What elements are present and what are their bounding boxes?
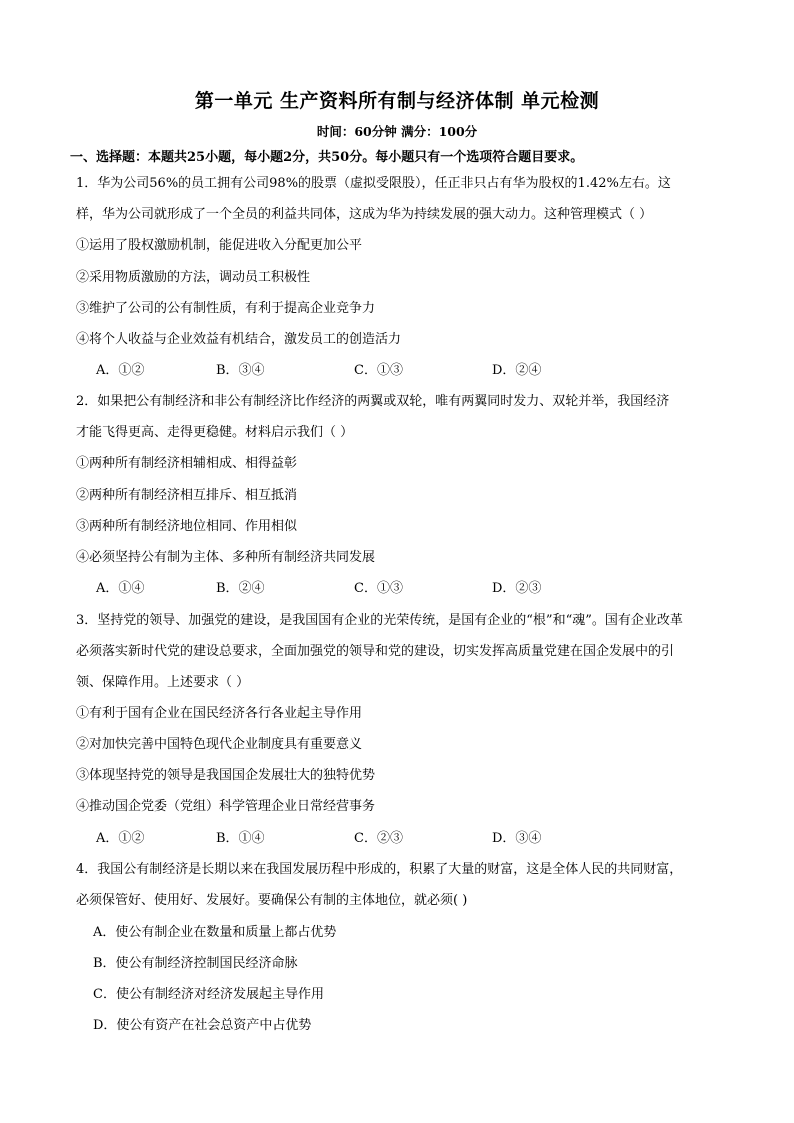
question-3-option-a: A．①② — [96, 831, 145, 846]
question-1-option-d: D．②④ — [492, 363, 542, 378]
question-4-choice-a: A．使公有制企业在数量和质量上都占优势 — [93, 925, 337, 940]
question-3-option-d: D．③④ — [492, 831, 542, 846]
question-2-statement-2: ②两种所有制经济相互排斥、相互抵消 — [76, 488, 298, 503]
question-1-option-a: A．①② — [96, 363, 145, 378]
question-4-choice-b: B．使公有制经济控制国民经济命脉 — [93, 956, 298, 971]
question-2-option-d: D．②③ — [492, 581, 542, 596]
question-4-stem-line-1: 4．我国公有制经济是长期以来在我国发展历程中形成的，积累了大量的财富，这是全体人民的共同财富， — [76, 862, 683, 877]
question-3-option-b: B．①④ — [216, 831, 265, 846]
question-2-stem-line-2: 才能飞得更高、走得更稳健。材料启示我们（ ） — [76, 425, 354, 440]
section-heading: 一、选择题：本题共25小题，每小题2分，共50分。每小题只有一个选项符合题目要求。 — [70, 150, 584, 165]
page-title: 第一单元 生产资料所有制与经济体制 单元检测 — [194, 90, 600, 112]
question-3-statement-4: ④推动国企党委（党组）科学管理企业日常经营事务 — [76, 799, 376, 814]
question-1-stem-line-2: 样，华为公司就形成了一个全员的利益共同体，这成为华为持续发展的强大动力。这种管理模式（ ） — [76, 207, 653, 222]
question-1-statement-2: ②采用物质激励的方法，调动员工积极性 — [76, 270, 311, 285]
question-2-option-c: C．①③ — [354, 581, 403, 596]
question-1-statement-4: ④将个人收益与企业效益有机结合，激发员工的创造活力 — [76, 332, 402, 347]
exam-time-score: 时间：60分钟 满分：100分 — [316, 124, 478, 139]
question-2-stem-line-1: 2．如果把公有制经济和非公有制经济比作经济的两翼或双轮，唯有两翼同时发力、双轮并举，我国经济 — [76, 394, 670, 409]
question-2-statement-1: ①两种所有制经济相辅相成、相得益彰 — [76, 456, 298, 471]
question-1-options — [96, 359, 696, 379]
question-2-statement-4: ④必须坚持公有制为主体、多种所有制经济共同发展 — [76, 550, 376, 565]
question-3-statement-1: ①有利于国有企业在国民经济各行各业起主导作用 — [76, 706, 363, 721]
question-4-stem-line-2: 必须保管好、使用好、发展好。要确保公有制的主体地位，就必须( ) — [76, 893, 468, 908]
question-2-statement-3: ③两种所有制经济地位相同、作用相似 — [76, 519, 298, 534]
question-2-option-a: A．①④ — [96, 581, 145, 596]
question-1-stem-line-1: 1．华为公司56%的员工拥有公司98%的股票（虚拟受限股），任正非只占有华为股权的1.42%左右。这 — [76, 176, 671, 191]
question-2-option-b: B．②④ — [216, 581, 265, 596]
question-1-option-b: B．③④ — [216, 363, 265, 378]
question-3-stem-line-3: 领、保障作用。上述要求（ ） — [76, 675, 250, 690]
question-1-statement-1: ①运用了股权激励机制，能促进收入分配更加公平 — [76, 238, 363, 253]
question-3-stem-line-1: 3．坚持党的领导、加强党的建设，是我国国有企业的光荣传统，是国有企业的“根”和“魂”。国有企业改革 — [76, 613, 683, 628]
question-4-choice-c: C．使公有制经济对经济发展起主导作用 — [93, 987, 324, 1002]
question-3-option-c: C．②③ — [354, 831, 403, 846]
question-2-options — [96, 577, 696, 597]
question-1-option-c: C．①③ — [354, 363, 403, 378]
question-4-choice-d: D．使公有资产在社会总资产中占优势 — [93, 1018, 312, 1033]
question-3-options — [96, 827, 696, 847]
question-3-stem-line-2: 必须落实新时代党的建设总要求，全面加强党的领导和党的建设，切实发挥高质量党建在国企发展中的引 — [76, 644, 675, 659]
question-3-statement-2: ②对加快完善中国特色现代企业制度具有重要意义 — [76, 737, 363, 752]
question-1-statement-3: ③维护了公司的公有制性质，有利于提高企业竞争力 — [76, 301, 376, 316]
question-3-statement-3: ③体现坚持党的领导是我国国企发展壮大的独特优势 — [76, 768, 376, 783]
